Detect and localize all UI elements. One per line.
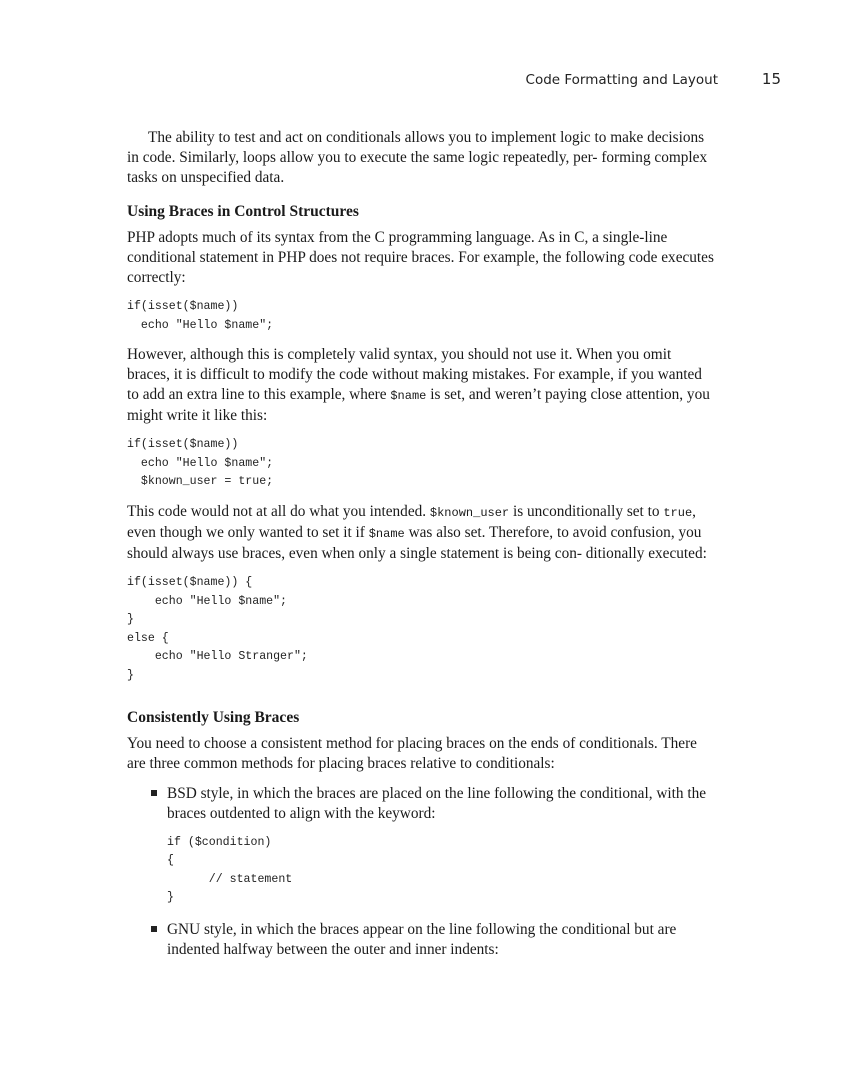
text-run: is unconditionally set to <box>509 502 664 520</box>
list-item-text: GNU style, in which the braces appear on the line following the conditional but are indented halfway between the outer and inner indents: <box>167 920 677 958</box>
running-header <box>0 70 841 90</box>
list-item-bsd-style <box>127 784 717 908</box>
running-title: Code Formatting and Layout <box>525 72 718 88</box>
text-run: was also set. Therefore, to avoid confusion, you should always use braces, even when only a single statement is being con- ditionally executed: <box>127 523 707 562</box>
inline-code: $name <box>368 526 405 541</box>
text-run: However, although this is completely valid syntax, you should not use it. When you omit braces, it is difficult to modify the code without making mistakes. For example, if you wanted to add an extra line to this example, where <box>127 346 702 404</box>
list-item-gnu-style <box>127 920 717 960</box>
bullet-icon <box>151 926 157 932</box>
list-item-text: BSD style, in which the braces are placed on the line following the conditional, with the braces outdented to align with the keyword: <box>167 784 707 822</box>
text-run: This code would not at all do what you intended. <box>127 502 430 520</box>
paragraph-not-intended <box>127 502 717 564</box>
text-run: is set, and weren’t paying close attention, you might write it like this: <box>127 386 710 425</box>
intro-paragraph: The ability to test and act on conditionals allows you to implement logic to make decisions in code. Similarly, loops allow you to execute the same logic repeatedly, per- forming complex tasks on unspecified data. <box>127 129 708 186</box>
inline-code: $name <box>390 389 427 404</box>
paragraph-omit-braces <box>127 345 717 426</box>
section-heading-consistent-braces: Consistently Using Braces <box>127 708 300 726</box>
page-number: 15 <box>761 70 781 88</box>
inline-code: true <box>663 505 693 520</box>
code-example-no-braces: if(isset($name)) echo "Hello $name"; <box>127 300 274 332</box>
code-example-bsd: if ($condition) { // statement } <box>167 835 293 905</box>
code-example-with-braces: if(isset($name)) { echo "Hello $name"; } else { echo "Hello Stranger"; } <box>127 575 308 682</box>
text-run: , even though we only wanted to set it if <box>127 502 696 541</box>
bullet-icon <box>151 790 157 796</box>
inline-code: $known_user <box>429 505 510 520</box>
section-heading-braces-control: Using Braces in Control Structures <box>127 203 359 220</box>
brace-style-list <box>127 784 717 960</box>
paragraph-brace-methods: You need to choose a consistent method for placing braces on the ends of conditionals. There are three common methods for placing braces relative to conditionals: <box>127 734 697 772</box>
code-example-mistake: if(isset($name)) echo "Hello $name"; $known_user = true; <box>127 438 274 489</box>
page-body <box>127 128 717 968</box>
paragraph-php-syntax: PHP adopts much of its syntax from the C programming language. As in C, a single-line conditional statement in PHP does not require braces. For example, the following code executes correctly: <box>127 229 714 286</box>
